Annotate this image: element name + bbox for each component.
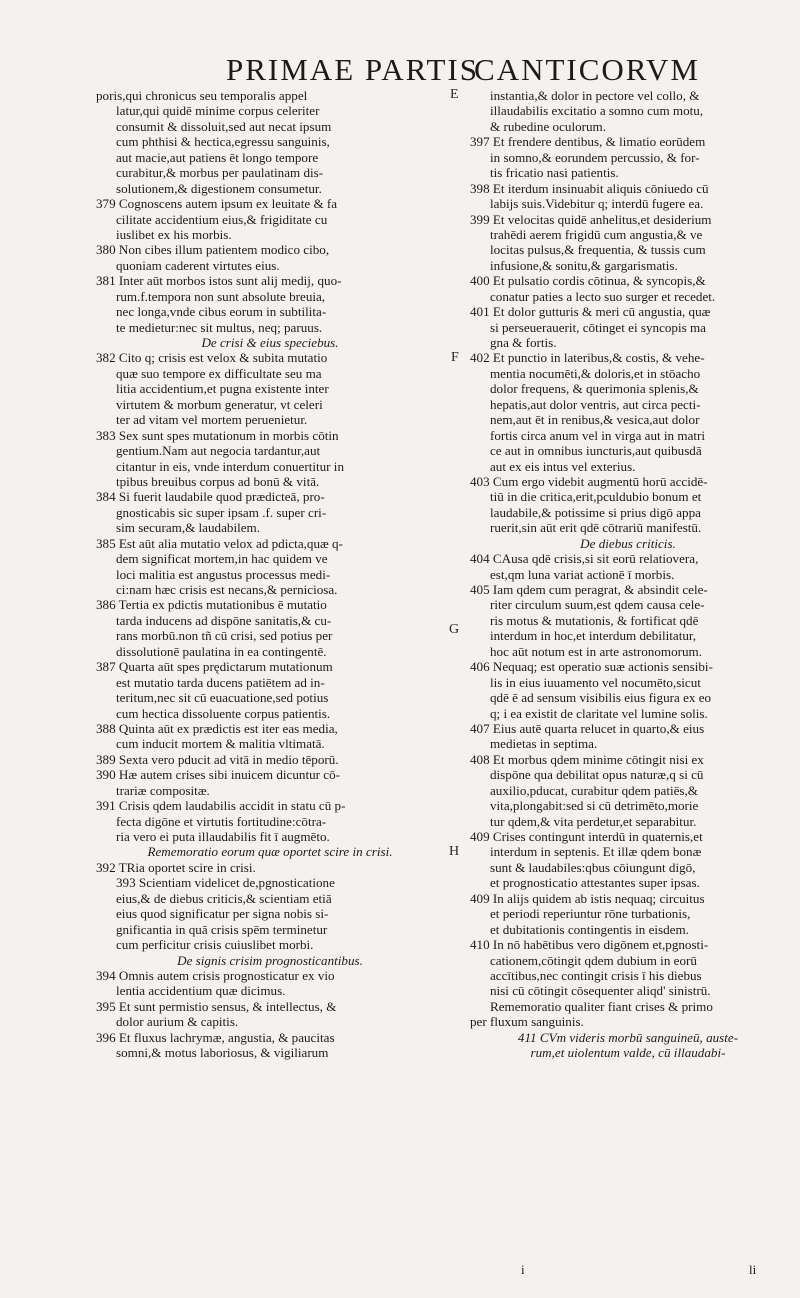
header-right: CANTICORVM	[474, 52, 700, 87]
text-line: quoniam caderent virtutes eius.	[116, 257, 280, 273]
text-line: tur qdem,& vita perdetur,et separabitur.	[490, 813, 697, 829]
text-line: poris,qui chronicus seu temporalis appel	[96, 88, 308, 103]
text-line: dolor frequens, & querimonia splenis,&	[490, 381, 699, 397]
text-line: cationem,cōtingit qdem dubium in eorū	[490, 952, 697, 968]
text-line: De crisi & eius speciebus.	[201, 335, 339, 350]
text-line: dissolutionē paulatina in ea contingentē.	[116, 643, 327, 659]
text-line: 396 Et fluxus lachrymæ, angustia, & paucitas	[96, 1029, 335, 1045]
text-line: aut ex eis intus vel exterius.	[490, 458, 636, 474]
text-line: solutionem,& digestionem consumetur.	[116, 180, 322, 196]
text-line: est,qm luna variat actionē ī morbis.	[490, 566, 675, 582]
text-line: gentium.Nam aut negocia tardantur,aut	[116, 443, 321, 459]
text-line: cum phthisi & hectica,egressu sanguinis,	[116, 134, 330, 150]
text-line: cilitate accidentium eius,& frigiditate cu	[116, 211, 328, 227]
text-line: 404 CAusa qdē crisis,si sit eorū relatiovera,	[470, 551, 699, 567]
text-line: te medietur:nec sit multus, neq; paruus.	[116, 319, 323, 335]
text-line: teritum,nec sit cū euacuatione,sed potius	[116, 690, 329, 706]
text-line: ci:nam hæc crisis est necans,& perniciosa.	[116, 582, 338, 597]
text-line: vita,plongabit:sed si cū detrimēto,morie	[490, 798, 699, 814]
text-line: aut macie,aut patiens ēt longo tempore	[116, 149, 319, 165]
text-line: virtutem & morbum generatur, vt celeri	[116, 396, 323, 412]
text-line: consumit & dissoluit,sed aut necat ipsum	[116, 118, 332, 134]
text-line: 380 Non cibes illum patientem modico cibo,	[96, 242, 330, 258]
text-line: dispōne qua debilitat opus naturæ,q si cū	[490, 767, 704, 783]
text-line: per fluxum sanguinis.	[470, 1014, 584, 1030]
text-line: 402 Et punctio in lateribus,& costis, & vehe-	[470, 350, 705, 366]
text-line: eius,& de diebus criticis,& scientiam etiā	[116, 890, 332, 906]
text-line: 379 Cognoscens autem ipsum ex leuitate & fa	[96, 196, 338, 212]
text-line: citantur in eis, vnde interdum conuertitur in	[116, 458, 344, 474]
text-line: et periodi reperiuntur rōne turbationis,	[490, 906, 691, 922]
text-line: 392 TRia oportet scire in crisi.	[96, 859, 256, 875]
text-line: 399 Et velocitas quidē anhelitus,et desiderium	[470, 211, 712, 227]
text-line: 387 Quarta aūt spes prędictarum mutationum	[96, 659, 333, 675]
text-line: est mutatio tarda ducens patiētem ad in-	[116, 674, 325, 690]
text-line: 386 Tertia ex pdictis mutationibus ē mutatio	[96, 597, 327, 613]
text-line: infusione,& sonitu,& gargarismatis.	[490, 257, 678, 273]
text-line: 390 Hæ autem crises sibi inuicem dicuntur cō-	[96, 767, 340, 783]
text-line: 393 Scientiam videlicet de,pgnosticatione	[116, 875, 335, 891]
text-line: gnosticabis sic super ipsam .f. super cri-	[116, 504, 327, 520]
text-line: cum inducit mortem & malitia vltimatā.	[116, 736, 325, 752]
text-line: conatur paties a lecto suo surger et recedet.	[490, 288, 716, 304]
text-line: 383 Sex sunt spes mutationum in morbis cōtin	[96, 427, 339, 443]
text-line: lis in eius iuuamento vel nocumēto,sicut	[490, 674, 701, 690]
text-line: De signis crisim prognosticantibus.	[177, 952, 363, 968]
text-line: 401 Et dolor gutturis & meri cū angustia, quæ	[470, 304, 711, 320]
text-line: 397 Et frendere dentibus, & limatio eorūdem	[470, 134, 706, 150]
text-line: somni,& motus laboriosus, & vigiliarum	[116, 1045, 329, 1061]
text-line: instantia,& dolor in pectore vel collo, &	[490, 88, 700, 103]
text-line: interdum in septenis. Et illæ qdem bonæ	[490, 844, 702, 860]
text-line: rum.f.tempora non sunt absolute breuia,	[116, 288, 326, 304]
text-line: rans morbū.non tñ cū crisi, sed potius per	[116, 628, 333, 644]
text-line: cum hectica dissoluente corpus patientis.	[116, 705, 331, 721]
text-line: mentia nocumēti,& doloris,et in stōacho	[490, 365, 701, 381]
text-line: fecta digōne et virtutis fortitudine:cōtra-	[116, 813, 327, 829]
text-line: 384 Si fuerit laudabile quod prædicteā, pro-	[96, 489, 325, 505]
text-line: nem,aut ēt in renibus,& vesica,aut dolor	[490, 412, 700, 428]
text-line: trahēdi aerem frigidū cum angustia,& ve	[490, 226, 703, 242]
text-line: si perseuerauerit, cōtinget ei syncopis ma	[490, 319, 706, 335]
text-line: ruerit,sin aūt erit qdē cōtrariū manifestū.	[490, 520, 702, 536]
text-line: litia accidentium,et pugna existente inter	[116, 381, 329, 397]
text-line: gna & fortis.	[490, 335, 557, 350]
text-line: & rubedine oculorum.	[490, 118, 606, 134]
text-line: tiū in die critica,erit,pculdubio bonum et	[490, 489, 702, 505]
text-line: fortis circa anum vel in virga aut in matri	[490, 427, 706, 443]
text-line: 388 Quinta aūt ex prædictis est iter eas media,	[96, 720, 338, 736]
margin-letter-h: H	[449, 844, 460, 859]
text-line: riter circulum suum,est qdem causa cele-	[490, 597, 705, 613]
text-line: 405 Iam qdem cum peragrat, & absindit cele-	[470, 582, 708, 597]
text-line: 381 Inter aūt morbos istos sunt alij medij, quo-	[96, 273, 342, 289]
text-line: iuslibet ex his morbis.	[116, 226, 232, 242]
text-line: laudabile,& potissime si prius digō appa	[490, 504, 701, 520]
signature-mark: i	[521, 1262, 525, 1277]
text-line: sunt & laudabiles:qbus cōiungunt digō,	[490, 859, 696, 875]
text-line: ris motus & mutationis, & fortificat qdē	[490, 612, 699, 628]
text-line: interdum in hoc,et interdum debilitatur,	[490, 628, 697, 644]
text-line: trariæ compositæ.	[116, 782, 210, 798]
text-line: qdē ē ad sensum visibilis eius figura ex eo	[490, 690, 712, 706]
text-line: ter ad vitam vel mortem peruenietur.	[116, 412, 308, 428]
text-line: labijs suis.Videbitur q; interdū fugere ea.	[490, 196, 704, 212]
text-line: dem significat mortem,in hac quidem ve	[116, 551, 328, 567]
text-line: rum,et uiolentum valde, cū illaudabi-	[530, 1045, 726, 1061]
text-line: 408 Et morbus qdem minime cōtingit nisi ex	[470, 751, 704, 767]
margin-letter-f: F	[451, 350, 459, 365]
text-line: hoc aūt notum est in arte astronomorum.	[490, 643, 702, 659]
text-line: 394 Omnis autem crisis prognosticatur ex vio	[96, 967, 335, 983]
text-line: 389 Sexta vero pducit ad vitā in medio tēporū.	[96, 751, 339, 767]
text-line: quæ suo tempore ex difficultate seu ma	[116, 365, 322, 381]
text-line: loci malitia est angustus processus medi-	[116, 566, 331, 582]
text-line: nisi cū cōtingit cōsequenter aliqd' sinistrū.	[490, 983, 711, 999]
text-line: 410 In nō habētibus vero digōnem et,pgnosti-	[470, 937, 709, 953]
text-line: et dubitationis contingentis in eisdem.	[490, 921, 689, 937]
text-line: eius quod significatur per signa nobis si-	[116, 906, 329, 922]
text-line: medietas in septima.	[490, 736, 598, 752]
text-line: ce aut in omnibus iuncturis,aut quibusdā	[490, 443, 702, 459]
text-line: latur,qui quidē minime corpus celeriter	[116, 103, 320, 119]
text-line: tis fricatio nasi patientis.	[490, 165, 619, 181]
text-line: 395 Et sunt permistio sensus, & intellectus, &	[96, 998, 337, 1014]
text-line: sim securam,& laudabilem.	[116, 520, 260, 536]
text-line: 398 Et iterdum insinuabit aliquis cōniuedo cū	[470, 180, 709, 196]
text-line: q; i ea existit de claritate vel lumine solis.	[490, 705, 708, 721]
text-line: dolor aurium & capitis.	[116, 1014, 239, 1030]
text-line: lentia accidentium quæ dicimus.	[116, 983, 286, 999]
text-line: 407 Eius autē quarta relucet in quarto,& eius	[470, 720, 705, 736]
text-line: locitas pulsus,& frequentia, & tussis cum	[490, 242, 706, 258]
text-line: 391 Crisis qdem laudabilis accidit in statu cū p-	[96, 798, 346, 814]
text-line: accītibus,nec contingit crisis ī his diebus	[490, 967, 702, 983]
text-line: 403 Cum ergo videbit augmentū horū accidē-	[470, 473, 708, 489]
text-line: 409 In alijs quidem ab istis nequaq; circuitus	[470, 890, 705, 906]
text-line: in somno,& eorundem percussio, & for-	[490, 149, 700, 165]
text-line: tarda inducens ad dispōne sanitatis,& cu-	[116, 612, 332, 628]
right-column	[470, 88, 786, 1061]
text-line: gnificantia in quā crisis spēm terminetur	[116, 921, 328, 937]
text-line: nec longa,vnde cibus eorum in subtilita-	[116, 304, 327, 320]
text-line: 400 Et pulsatio cordis cōtinua, & syncopis,&	[470, 273, 706, 289]
text-line: Rememoratio eorum quæ oportet scire in crisi.	[147, 844, 393, 860]
text-line: hepatis,aut dolor ventris, aut circa pecti-	[490, 396, 701, 412]
margin-letter-e: E	[450, 87, 459, 102]
margin-letter-g: G	[449, 622, 460, 637]
text-line: 409 Crises contingunt interdū in quaternis,et	[470, 829, 703, 844]
left-column	[96, 88, 444, 1061]
text-line: De diebus criticis.	[580, 535, 676, 551]
text-line: cum perficitur crisis cuiuslibet morbi.	[116, 937, 314, 953]
text-line: Rememoratio qualiter fiant crises & primo	[490, 998, 713, 1014]
text-line: ria vero ei puta illaudabilis fit ī augmēto.	[116, 829, 330, 844]
text-line: 411 CVm videris morbū sanguineū, auste-	[517, 1029, 739, 1045]
catchword: li	[749, 1262, 757, 1277]
text-line: tpibus breuibus corpus ad bonū & vitā.	[116, 473, 320, 489]
text-line: auxilio,pducat, curabitur qdem patiēs,&	[490, 782, 698, 798]
text-line: curabitur,& morbus per paulatinam dis-	[116, 165, 324, 181]
text-line: illaudabilis excitatio a somno cum motu,	[490, 103, 704, 119]
header-left: PRIMAE PARTIS	[226, 52, 479, 87]
text-line: 382 Cito q; crisis est velox & subita mutatio	[96, 350, 328, 366]
text-line: 406 Nequaq; est operatio suæ actionis sensibi-	[470, 659, 713, 675]
text-line: et prognosticatio attestantes super ipsas.	[490, 875, 700, 891]
text-line: 385 Est aūt alia mutatio velox ad pdicta,quæ q-	[96, 535, 343, 551]
